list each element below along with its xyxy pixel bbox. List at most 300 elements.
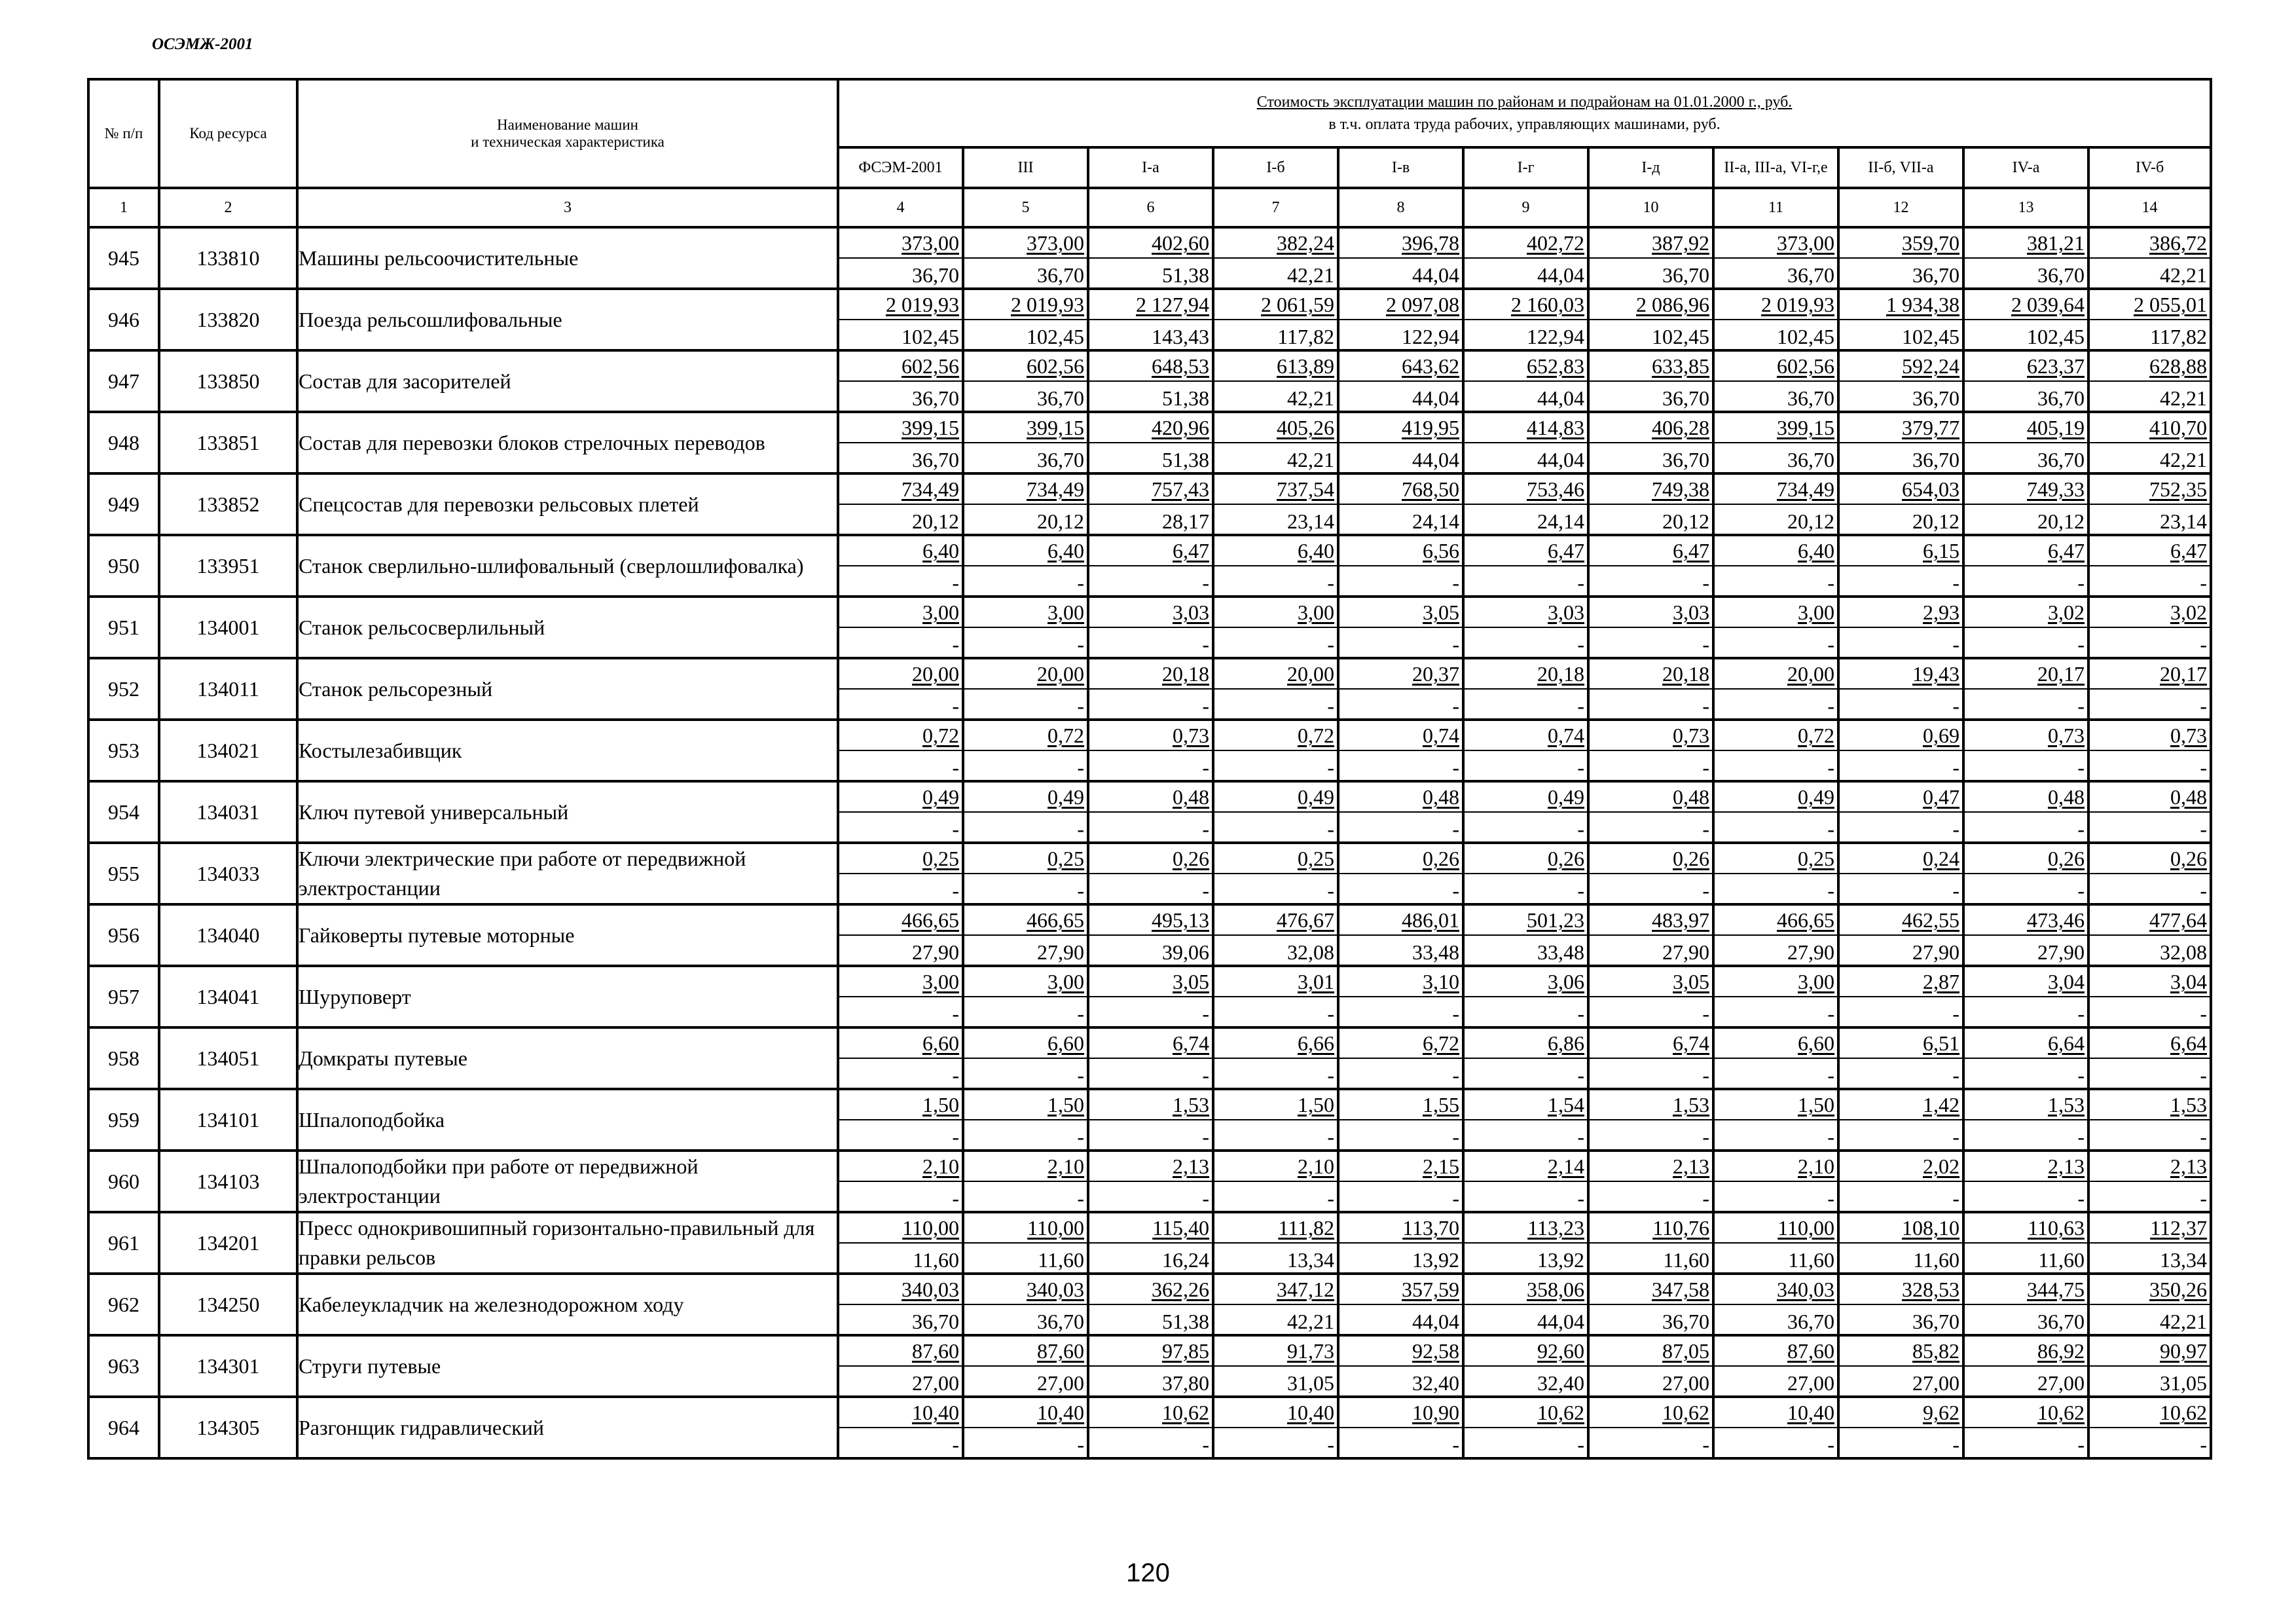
operating-cost (1089, 1275, 1212, 1305)
operating-cost-value: 2 019,93 (886, 293, 959, 316)
cost-cell (963, 1335, 1088, 1397)
operator-wage: - (1327, 817, 1334, 841)
resource-code: 134011 (159, 658, 297, 720)
cost-cell (963, 1397, 1088, 1458)
operator-wage: - (1827, 1433, 1834, 1456)
table-row (88, 289, 2211, 350)
operator-wage: - (2077, 817, 2085, 841)
operating-cost (964, 598, 1087, 628)
cost-cell (1463, 473, 1588, 535)
operating-cost-value: 414,83 (1527, 416, 1584, 439)
operating-cost (1465, 413, 1587, 443)
operating-cost-value: 0,26 (1423, 847, 1459, 870)
cost-cell (1213, 720, 1338, 781)
cost-cell (1088, 535, 1213, 597)
cost-cell (838, 1397, 963, 1458)
operator-wage: 36,70 (2037, 1310, 2085, 1333)
cost-cell (1713, 658, 1838, 720)
header-region: I-д (1588, 147, 1713, 188)
cost-cell (963, 350, 1088, 412)
operating-cost (1715, 1029, 1837, 1059)
operating-cost (1465, 475, 1587, 505)
operating-cost-value: 6,60 (1048, 1031, 1084, 1055)
operator-wage: - (1952, 694, 1959, 718)
header-cost-title: Стоимость эксплуатации машин по районам и подрайонам на 01.01.2000 г., руб. (1256, 94, 1793, 111)
cost-cell (838, 843, 963, 904)
operator-wage: 27,90 (1037, 940, 1084, 964)
operator-wage: - (1327, 879, 1334, 902)
operating-cost (1590, 536, 1712, 566)
operating-cost (1715, 1337, 1837, 1367)
operating-cost-value: 90,97 (2160, 1339, 2207, 1363)
cost-cell (1838, 781, 1963, 843)
cost-cell (1338, 720, 1463, 781)
operating-cost-value: 623,37 (2027, 354, 2085, 378)
operator-wage: 27,90 (1662, 940, 1709, 964)
operating-cost (1214, 475, 1337, 505)
operator-wage: - (1327, 1187, 1334, 1210)
table-row (88, 904, 2211, 966)
cost-cell (1713, 904, 1838, 966)
cost-cell (838, 781, 963, 843)
operating-cost (1214, 1090, 1337, 1120)
operating-cost-value: 6,47 (2048, 539, 2085, 563)
operator-wage: - (2200, 694, 2207, 718)
header-column-number: 9 (1463, 188, 1588, 227)
operating-cost-value: 757,43 (1152, 477, 1209, 501)
cost-cell (1588, 597, 1713, 658)
header-column-number: 8 (1338, 188, 1463, 227)
operating-cost-value: 0,26 (1548, 847, 1584, 870)
machine-name: Шуруповерт (297, 966, 838, 1027)
cost-cell (1588, 966, 1713, 1027)
resource-code: 134051 (159, 1027, 297, 1089)
row-number: 959 (88, 1089, 159, 1151)
operating-cost (1339, 1090, 1462, 1120)
operating-cost-value: 6,86 (1548, 1031, 1584, 1055)
table-row (88, 720, 2211, 781)
cost-cell (1088, 412, 1213, 473)
operating-cost (839, 475, 962, 505)
operator-wage: 33,48 (1537, 940, 1584, 964)
operating-cost-value: 358,06 (1527, 1278, 1584, 1301)
operating-cost-value: 10,62 (1662, 1401, 1709, 1424)
operating-cost-value: 0,26 (1673, 847, 1709, 870)
operating-cost-value: 19,43 (1912, 662, 1959, 686)
operator-wage: 42,21 (1287, 386, 1334, 410)
cost-cell (1088, 966, 1213, 1027)
resource-code: 133810 (159, 227, 297, 289)
cost-cell (2088, 412, 2211, 473)
operator-wage: 23,14 (1287, 509, 1334, 533)
operator-wage: - (1827, 1002, 1834, 1025)
cost-cell (1963, 720, 2088, 781)
operating-cost (1465, 967, 1587, 997)
machine-name: Пресс однокривошипный горизонтально-правильный для правки рельсов (297, 1212, 838, 1274)
operator-wage: 33,48 (1412, 940, 1459, 964)
operating-cost (1715, 967, 1837, 997)
operating-cost (1840, 1398, 1962, 1428)
operating-cost (1089, 413, 1212, 443)
operating-cost-value: 115,40 (1152, 1216, 1209, 1240)
operating-cost-value: 382,24 (1277, 231, 1334, 255)
operating-cost-value: 87,60 (1787, 1339, 1834, 1363)
operator-wage: - (1452, 879, 1459, 902)
operating-cost (1465, 290, 1587, 320)
cost-cell (1838, 1151, 1963, 1212)
operating-cost (1339, 906, 1462, 936)
cost-cell (1838, 1027, 1963, 1089)
cost-cell (1963, 904, 2088, 966)
operating-cost-value: 2 097,08 (1386, 293, 1459, 316)
row-number: 952 (88, 658, 159, 720)
operating-cost-value: 419,95 (1402, 416, 1459, 439)
operator-wage: - (2077, 633, 2085, 656)
operator-wage: - (2077, 756, 2085, 779)
operator-wage: 51,38 (1162, 386, 1209, 410)
operating-cost-value: 2,02 (1923, 1154, 1959, 1178)
header-code: Код ресурса (159, 79, 297, 188)
cost-cell (1838, 473, 1963, 535)
operating-cost (1339, 1152, 1462, 1182)
operating-cost (1214, 229, 1337, 259)
operator-wage: - (2200, 571, 2207, 595)
operator-wage: 44,04 (1412, 263, 1459, 287)
operator-wage: 36,70 (1662, 386, 1709, 410)
machine-name: Шпалоподбойка (297, 1089, 838, 1151)
operating-cost (2090, 1029, 2210, 1059)
operating-cost-value: 2 019,93 (1011, 293, 1084, 316)
row-number: 945 (88, 227, 159, 289)
operator-wage: 117,82 (2150, 325, 2207, 348)
operator-wage: 11,60 (1038, 1248, 1084, 1272)
operator-wage: 42,21 (2160, 1310, 2207, 1333)
operator-wage: - (2200, 1433, 2207, 1456)
page-number: 120 (1126, 1559, 1170, 1587)
operator-wage: 36,70 (912, 386, 959, 410)
operator-wage: - (1327, 571, 1334, 595)
cost-cell (1838, 350, 1963, 412)
operator-wage: - (952, 1187, 959, 1210)
operating-cost-value: 0,72 (922, 724, 959, 747)
operating-cost (1840, 1275, 1962, 1305)
operating-cost-value: 2,14 (1548, 1154, 1584, 1178)
operating-cost (1840, 1337, 1962, 1367)
row-number: 950 (88, 535, 159, 597)
row-number: 954 (88, 781, 159, 843)
operating-cost (1965, 844, 2087, 874)
operating-cost (839, 1029, 962, 1059)
cost-cell (1838, 658, 1963, 720)
operator-wage: - (2077, 879, 2085, 902)
machine-name: Станок сверлильно-шлифовальный (сверлошлифовалка) (297, 535, 838, 597)
cost-cell (838, 1274, 963, 1335)
cost-cell (1963, 1274, 2088, 1335)
cost-cell (1963, 473, 2088, 535)
operator-wage: 44,04 (1537, 263, 1584, 287)
table-row (88, 473, 2211, 535)
operating-cost (1089, 1090, 1212, 1120)
operator-wage: 36,70 (2037, 263, 2085, 287)
cost-cell (1338, 1089, 1463, 1151)
header-column-number: 13 (1963, 188, 2088, 227)
operating-cost-value: 6,74 (1673, 1031, 1709, 1055)
cost-cell (838, 904, 963, 966)
table-row (88, 1212, 2211, 1274)
operating-cost-value: 648,53 (1152, 354, 1209, 378)
operating-cost-value: 0,47 (1923, 785, 1959, 809)
operating-cost (1965, 1398, 2087, 1428)
operating-cost-value: 10,40 (1037, 1401, 1084, 1424)
row-number: 960 (88, 1151, 159, 1212)
cost-cell (1213, 412, 1338, 473)
operating-cost (1840, 659, 1962, 690)
cost-cell (2088, 781, 2211, 843)
operating-cost-value: 3,03 (1673, 600, 1709, 624)
operating-cost (1465, 1275, 1587, 1305)
operator-wage: - (952, 571, 959, 595)
operating-cost-value: 0,72 (1798, 724, 1834, 747)
operating-cost-value: 1,50 (1798, 1093, 1834, 1116)
row-number: 957 (88, 966, 159, 1027)
cost-cell (1713, 1397, 1838, 1458)
cost-cell (963, 720, 1088, 781)
operator-wage: - (1452, 633, 1459, 656)
operating-cost (1840, 844, 1962, 874)
cost-cell (1463, 1335, 1588, 1397)
cost-cell (1088, 227, 1213, 289)
header-name-line2: и техническая характеристика (471, 134, 665, 150)
operating-cost-value: 749,33 (2027, 477, 2085, 501)
operating-cost-value: 6,40 (1798, 539, 1834, 563)
operating-cost-value: 3,04 (2048, 970, 2085, 993)
operating-cost-value: 466,65 (1777, 908, 1834, 932)
resource-code: 134021 (159, 720, 297, 781)
operating-cost (1339, 598, 1462, 628)
operator-wage: 143,43 (1152, 325, 1209, 348)
operating-cost (2090, 1275, 2210, 1305)
operating-cost-value: 592,24 (1902, 354, 1959, 378)
cost-cell (1088, 781, 1213, 843)
operating-cost (1590, 1029, 1712, 1059)
operating-cost-value: 2 019,93 (1761, 293, 1834, 316)
cost-cell (1713, 966, 1838, 1027)
operating-cost-value: 753,46 (1527, 477, 1584, 501)
operating-cost-value: 86,92 (2037, 1339, 2085, 1363)
cost-cell (1338, 966, 1463, 1027)
resource-code: 134101 (159, 1089, 297, 1151)
operating-cost (1339, 229, 1462, 259)
operating-cost (964, 659, 1087, 690)
operating-cost-value: 1,50 (922, 1093, 959, 1116)
operating-cost (1715, 1213, 1837, 1244)
row-number: 955 (88, 843, 159, 904)
resource-code: 134041 (159, 966, 297, 1027)
cost-cell (2088, 1274, 2211, 1335)
operating-cost-value: 643,62 (1402, 354, 1459, 378)
operator-wage: - (1452, 1002, 1459, 1025)
operating-cost-value: 402,60 (1152, 231, 1209, 255)
operating-cost-value: 1,50 (1298, 1093, 1334, 1116)
operating-cost-value: 396,78 (1402, 231, 1459, 255)
operator-wage: 36,70 (1912, 263, 1959, 287)
operating-cost-value: 0,26 (2170, 847, 2207, 870)
table-row (88, 1027, 2211, 1089)
operator-wage: 42,21 (1287, 263, 1334, 287)
operating-cost-value: 2 039,64 (2011, 293, 2085, 316)
operating-cost (1089, 1029, 1212, 1059)
header-column-number: 12 (1838, 188, 1963, 227)
operating-cost-value: 20,18 (1537, 662, 1584, 686)
operator-wage: - (1952, 1125, 1959, 1149)
operating-cost-value: 2 055,01 (2134, 293, 2207, 316)
operating-cost (964, 844, 1087, 874)
cost-cell (838, 350, 963, 412)
operating-cost (1214, 352, 1337, 382)
row-number: 956 (88, 904, 159, 966)
operating-cost (2090, 1090, 2210, 1120)
operator-wage: - (1827, 879, 1834, 902)
operating-cost (839, 413, 962, 443)
operator-wage: - (1077, 1063, 1084, 1087)
operator-wage: - (952, 633, 959, 656)
cost-cell (963, 535, 1088, 597)
operating-cost (1089, 352, 1212, 382)
cost-cell (838, 473, 963, 535)
cost-cell (1088, 1151, 1213, 1212)
machine-name: Станок рельсосверлильный (297, 597, 838, 658)
operating-cost-value: 10,62 (2037, 1401, 2085, 1424)
operating-cost (839, 536, 962, 566)
operating-cost (1965, 1337, 2087, 1367)
cost-cell (963, 473, 1088, 535)
machine-name: Домкраты путевые (297, 1027, 838, 1089)
cost-cell (1963, 1089, 2088, 1151)
operating-cost (839, 1090, 962, 1120)
operating-cost (1089, 1152, 1212, 1182)
operating-cost (1965, 229, 2087, 259)
cost-cell (1213, 597, 1338, 658)
operating-cost (964, 1090, 1087, 1120)
operating-cost (1965, 413, 2087, 443)
operator-wage: 44,04 (1412, 1310, 1459, 1333)
cost-cell (1588, 781, 1713, 843)
table-row (88, 1274, 2211, 1335)
operating-cost-value: 92,58 (1412, 1339, 1459, 1363)
operating-cost (1339, 721, 1462, 751)
operator-wage: - (2077, 1002, 2085, 1025)
operator-wage: 27,90 (2037, 940, 2085, 964)
row-number: 949 (88, 473, 159, 535)
operator-wage: 20,12 (1912, 509, 1959, 533)
cost-cell (1838, 1335, 1963, 1397)
operating-cost (839, 1152, 962, 1182)
cost-cell (1713, 412, 1838, 473)
operating-cost-value: 3,05 (1423, 600, 1459, 624)
operating-cost (2090, 598, 2210, 628)
cost-cell (838, 1212, 963, 1274)
operating-cost (1715, 352, 1837, 382)
operator-wage: - (1702, 1125, 1709, 1149)
operator-wage: - (2077, 1063, 2085, 1087)
operating-cost-value: 0,48 (1173, 785, 1209, 809)
operating-cost (1840, 906, 1962, 936)
operator-wage: - (1952, 817, 1959, 841)
operating-cost-value: 2,13 (2048, 1154, 2085, 1178)
machine-name: Состав для засорителей (297, 350, 838, 412)
machine-name: Разгонщик гидравлический (297, 1397, 838, 1458)
operator-wage: 36,70 (1912, 1310, 1959, 1333)
operator-wage: 36,70 (912, 448, 959, 471)
operator-wage: 102,45 (1777, 325, 1834, 348)
cost-cell (1338, 904, 1463, 966)
operating-cost (1339, 475, 1462, 505)
operator-wage: - (1952, 1433, 1959, 1456)
operator-wage: 20,12 (1787, 509, 1834, 533)
operator-wage: - (1452, 817, 1459, 841)
operating-cost (1965, 1029, 2087, 1059)
operating-cost-value: 0,26 (1173, 847, 1209, 870)
machine-name: Струги путевые (297, 1335, 838, 1397)
operator-wage: - (1327, 694, 1334, 718)
operator-wage: - (1077, 1002, 1084, 1025)
operating-cost (1840, 413, 1962, 443)
header-cost-group (838, 79, 2211, 147)
operating-cost-value: 20,17 (2037, 662, 2085, 686)
cost-cell (963, 597, 1088, 658)
operating-cost-value: 3,00 (1048, 970, 1084, 993)
operator-wage: - (1327, 1125, 1334, 1149)
operating-cost (964, 229, 1087, 259)
operating-cost (839, 1213, 962, 1244)
operating-cost-value: 0,73 (2170, 724, 2207, 747)
cost-cell (1963, 843, 2088, 904)
operating-cost (2090, 536, 2210, 566)
operating-cost-value: 0,74 (1423, 724, 1459, 747)
operator-wage: - (1702, 1433, 1709, 1456)
operating-cost (1840, 229, 1962, 259)
operating-cost-value: 2 127,94 (1136, 293, 1209, 316)
cost-cell (1963, 1212, 2088, 1274)
operating-cost (2090, 659, 2210, 690)
operator-wage: 32,08 (1287, 940, 1334, 964)
operator-wage: - (1827, 1125, 1834, 1149)
operating-cost-value: 473,46 (2027, 908, 2085, 932)
operating-cost-value: 20,17 (2160, 662, 2207, 686)
operating-cost (1465, 1152, 1587, 1182)
operating-cost (1214, 1213, 1337, 1244)
operating-cost-value: 2,10 (922, 1154, 959, 1178)
cost-cell (1713, 1335, 1838, 1397)
operating-cost (1339, 967, 1462, 997)
operating-cost-value: 3,06 (1548, 970, 1584, 993)
operating-cost-value: 2 061,59 (1261, 293, 1334, 316)
operating-cost-value: 3,00 (1798, 970, 1834, 993)
resource-code: 133850 (159, 350, 297, 412)
cost-cell (1463, 843, 1588, 904)
cost-cell (1963, 289, 2088, 350)
operator-wage: 102,45 (1652, 325, 1709, 348)
operator-wage: 20,12 (2037, 509, 2085, 533)
operating-cost-value: 602,56 (1777, 354, 1834, 378)
operating-cost (1214, 598, 1337, 628)
operator-wage: - (1952, 879, 1959, 902)
operating-cost (1715, 290, 1837, 320)
operating-cost (1590, 967, 1712, 997)
operator-wage: - (1202, 633, 1209, 656)
operating-cost (1465, 783, 1587, 813)
operating-cost (839, 659, 962, 690)
